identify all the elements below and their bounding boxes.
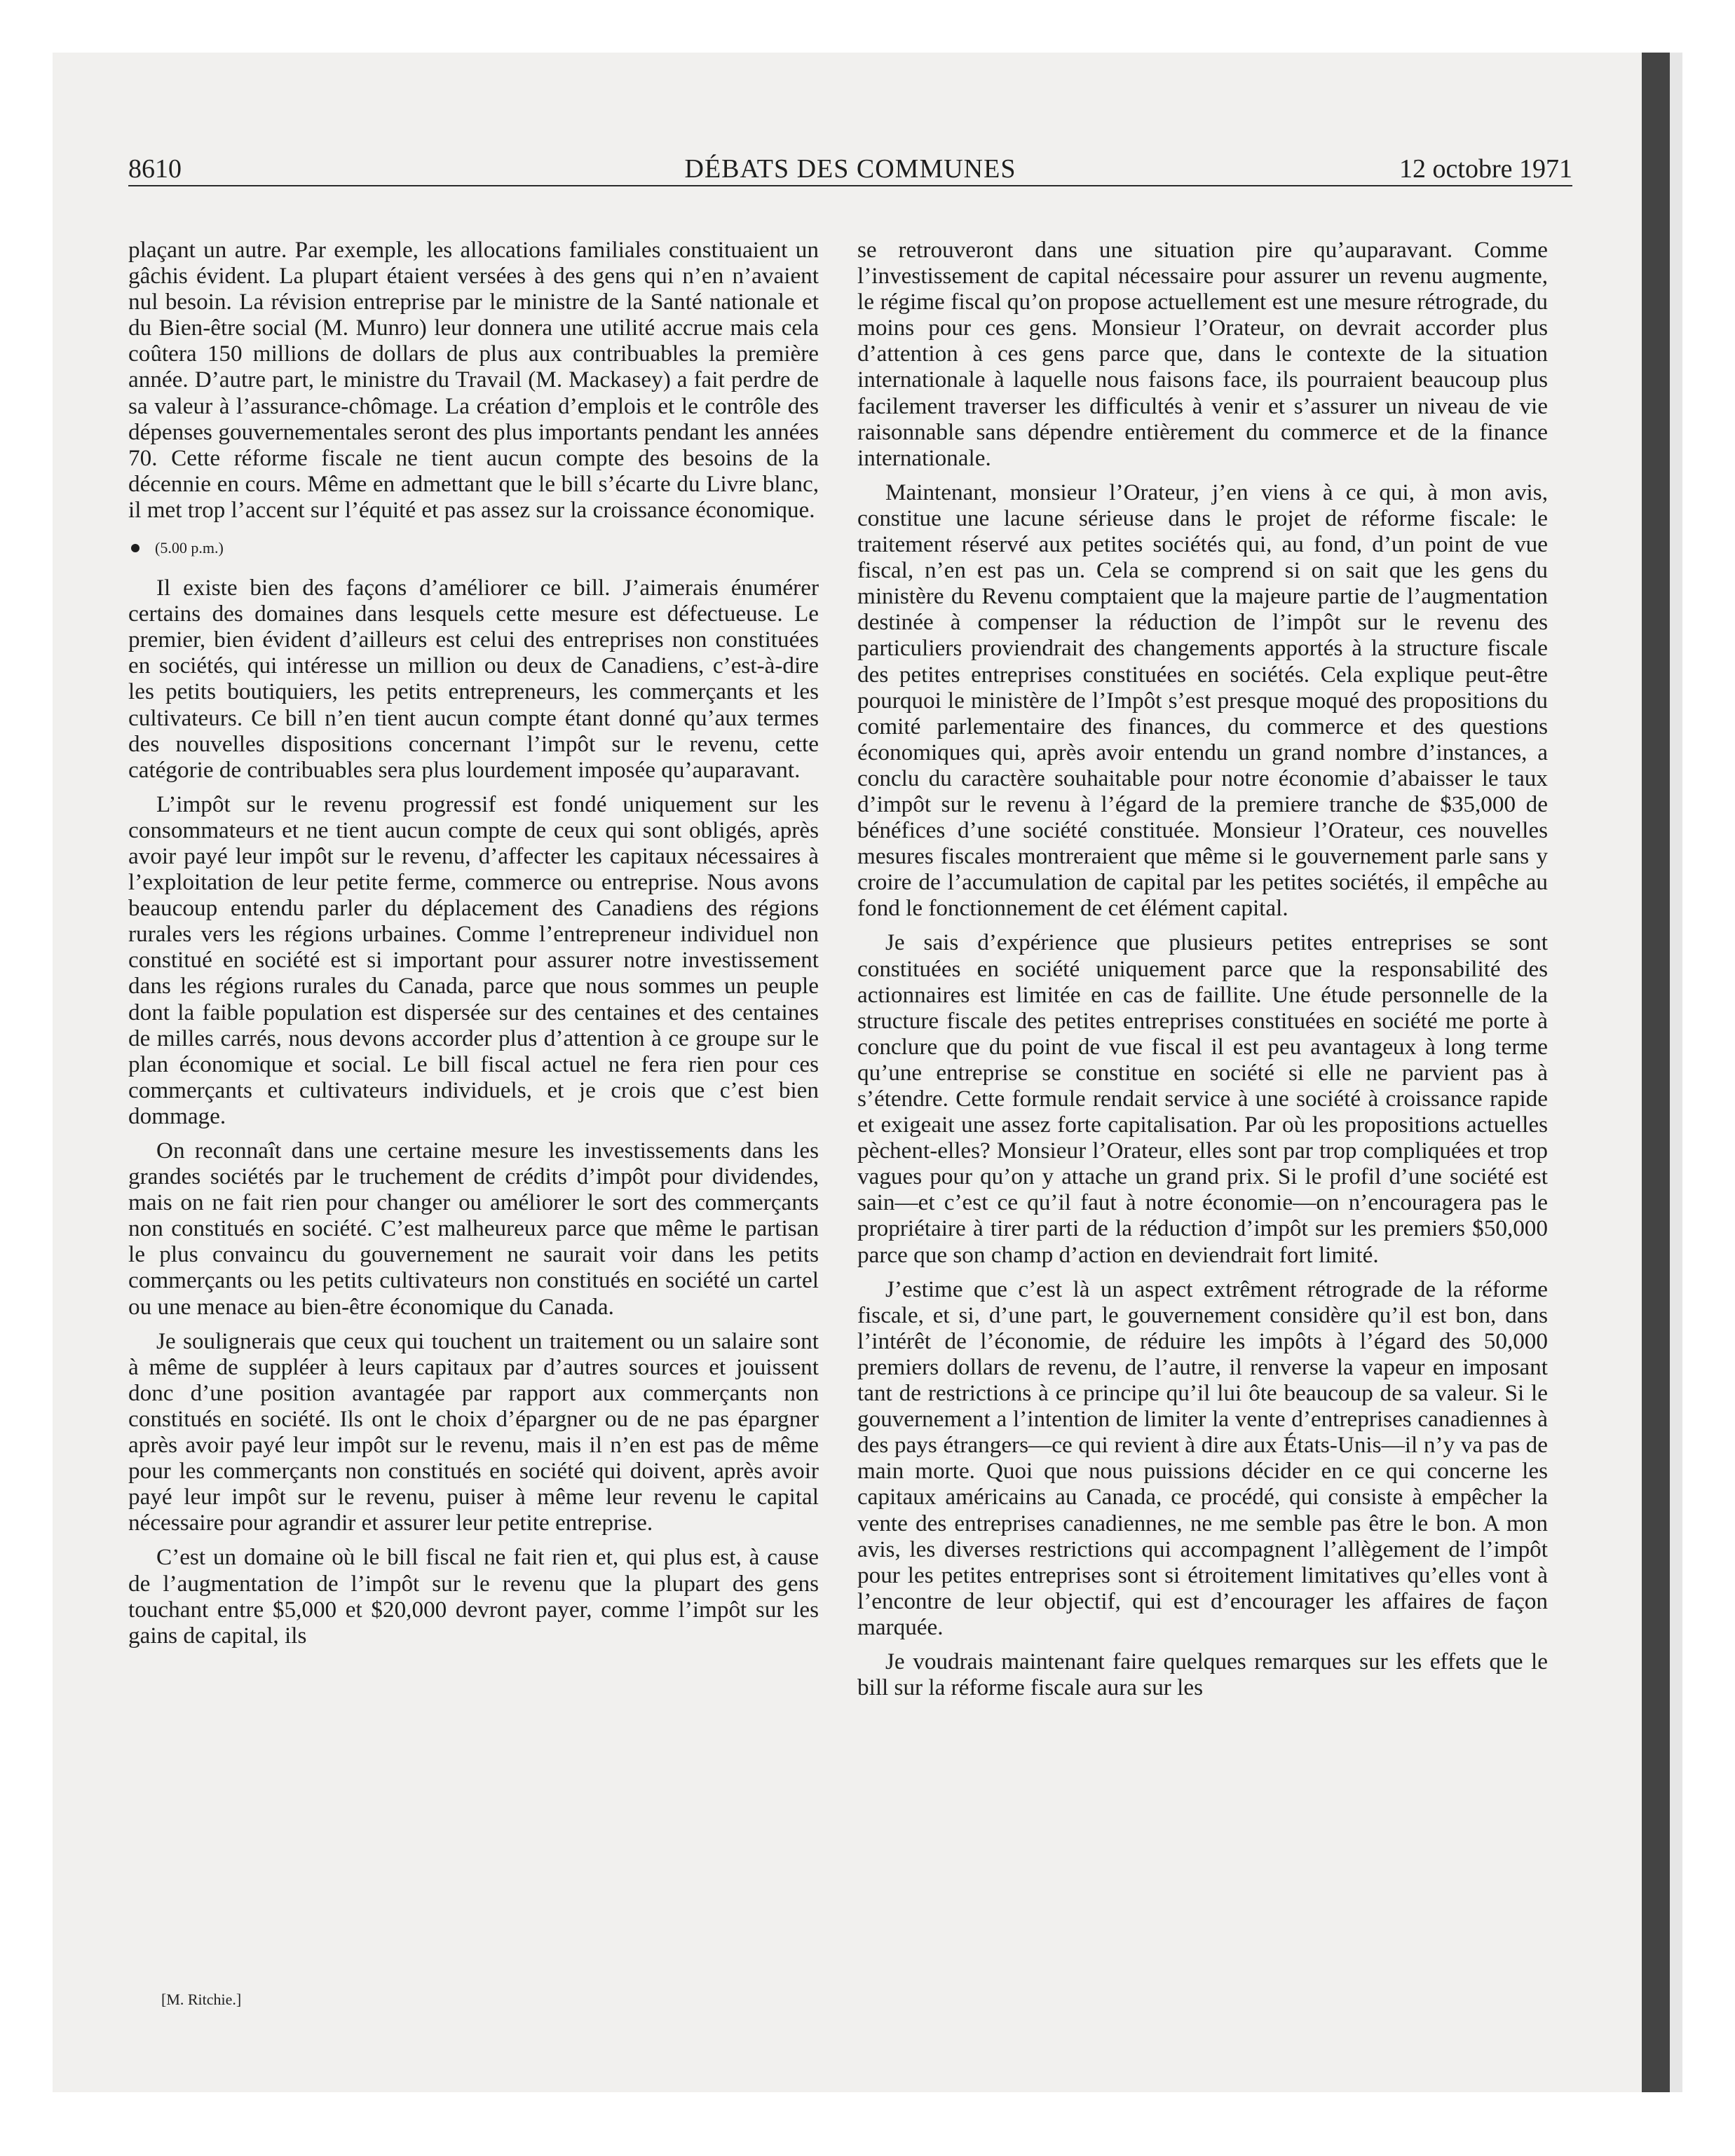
paragraph: J’estime que c’est là un aspect extrêment rétrograde de la réforme fiscale, et si, d’une part, le gouvernement considère qu’il est bon, dans l’intérêt de l’économie, de réduire les impôts à l’égard des 50,000 premiers dollars de revenu, de l’autre, il renverse la vapeur en imposant tant de restrictions à ce principe qu’il lui ôte beaucoup de sa valeur. Si le gouvernement a l’intention de limiter la vente d’entreprises canadiennes à des pays étrangers—ce qui revient à dire aux États-Unis—il n’y va pas de main morte. Quoi que nous puissions décider en ce qui concerne les capitaux américains au Canada, ce procédé, qui consiste à empêcher la vente des entreprises canadiennes, ne me semble pas être le bon. A mon avis, les diverses restrictions qui accompagnent l’allègement de l’impôt pour les petites entreprises sont si étroitement limitatives qu’elles vont à l’encontre de leur objectif, qui est d’encourager les affaires de façon marquée. [857, 1276, 1548, 1640]
paragraph: Je voudrais maintenant faire quelques remarques sur les effets que le bill sur la réforme fiscale aura sur les [857, 1648, 1548, 1701]
text-column-left [128, 237, 819, 1649]
timestamp-text: (5.00 p.m.) [155, 539, 224, 557]
bullet-icon [131, 544, 140, 552]
timestamp-marker [128, 534, 819, 562]
paragraph: On reconnaît dans une certaine mesure les investissements dans les grandes sociétés par le truchement de crédits d’impôt pour dividendes, mais on ne fait rien pour changer ou améliorer le sort des commerçants non constitués en société. C’est malheureux parce que même le partisan le plus convaincu du gouvernement ne saurait voir dans les petits commerçants ou les petits cultivateurs non constitués en société un cartel ou une menace au bien-être économique du Canada. [128, 1138, 819, 1320]
paragraph: se retrouveront dans une situation pire qu’auparavant. Comme l’investissement de capital nécessaire pour assurer un revenu augmente, le régime fiscal qu’on propose actuellement est une mesure rétrograde, du moins pour ces gens. Monsieur l’Orateur, on devrait accorder plus d’attention à ces gens parce que, dans le contexte de la situation internationale à laquelle nous faisons face, ils pourraient beaucoup plus facilement traverser les difficultés à venir et s’assurer un niveau de vie raisonnable sans dépendre entièrement du commerce et de la finance internationale. [857, 237, 1548, 471]
speaker-attribution: [M. Ritchie.] [161, 1991, 242, 2008]
paragraph: Maintenant, monsieur l’Orateur, j’en viens à ce qui, à mon avis, constitue une lacune sérieuse dans le projet de réforme fiscale: le traitement réservé aux petites sociétés qui, au fond, d’un point de vue fiscal, n’en est pas un. Cela se comprend si on sait que les gens du ministère du Revenu comptaient que la majeure partie de l’augmentation destinée à compenser la réduction de l’impôt sur le revenu des particuliers proviendrait des changements apportés à la structure fiscale des petites entreprises constituées en sociétés. Cela explique peut-être pourquoi le ministère de l’Impôt s’est presque moqué des propositions du comité parlementaire des finances, du commerce et des questions économiques qui, après avoir entendu un grand nombre d’instances, a conclu du caractère souhaitable pour notre économie d’abaisser le taux d’impôt sur le revenu à l’égard de la premiere tranche de $35,000 de bénéfices d’une société constituée. Monsieur l’Orateur, ces nouvelles mesures fiscales montreraient que même si le gouvernement parle sans y croire de l’accumulation de capital par les petites sociétés, il empêche au fond le fonctionnement de cet élément capital. [857, 479, 1548, 922]
page-edge [1670, 53, 1682, 2092]
paragraph: Il existe bien des façons d’améliorer ce bill. J’aimerais énumérer certains des domaines dans lesquels cette mesure est défectueuse. Le premier, bien évident d’ailleurs est celui des entreprises non constituées en sociétés, qui intéresse un million ou deux de Canadiens, c’est-à-dire les petits boutiquiers, les petits entrepreneurs, les commerçants et les cultivateurs. Ce bill n’en tient aucun compte étant donné qu’aux termes des nouvelles dispositions concernant l’impôt sur le revenu, cette catégorie de contribuables sera plus lourdement imposée qu’auparavant. [128, 575, 819, 783]
header-date: 12 octobre 1971 [1399, 154, 1572, 184]
page-header [128, 151, 1572, 186]
page-number: 8610 [128, 154, 182, 184]
header-rule [128, 185, 1572, 186]
paragraph: L’impôt sur le revenu progressif est fondé uniquement sur les consommateurs et ne tient aucun compte de ceux qui sont obligés, après avoir payé leur impôt sur le revenu, d’affecter les capitaux nécessaires à l’exploitation de leur petite ferme, commerce ou entreprise. Nous avons beaucoup entendu parler du déplacement des Canadiens des régions rurales vers les régions urbaines. Comme l’entrepreneur individuel non constitué en société est si important pour assurer notre investissement dans les régions rurales du Canada, parce que nous sommes un peuple dont la faible population est dispersée sur des centaines et des centaines de milles carrés, nous devons accorder plus d’attention à ce groupe sur le plan économique et social. Le bill fiscal actuel ne fera rien pour ces commerçants et cultivateurs individuels, et je crois que c’est bien dommage. [128, 791, 819, 1129]
paragraph: Je sais d’expérience que plusieurs petites entreprises se sont constituées en société uniquement parce que la responsabilité des actionnaires est limitée en cas de faillite. Une étude personnelle de la structure fiscale des petites entreprises constituées en société me porte à conclure que du point de vue fiscal il est peu avantageux à long terme qu’une entreprise se constitue en société si elle ne parvient pas à s’étendre. Cette formule rendait service à une société à croissance rapide et exigeait une assez forte capitalisation. Par où les propositions actuelles pèchent-elles? Monsieur l’Orateur, elles sont par trop compliquées et trop vagues pour qu’on y attache un grand prix. Si le profil d’une société est sain—et c’est ce qu’il faut à notre économie—on n’encouragera pas le propriétaire à tirer parti de la réduction d’impôt sur les premiers $50,000 parce que son champ d’action en deviendrait fort limité. [857, 929, 1548, 1268]
text-column-right [857, 237, 1548, 1700]
paragraph: plaçant un autre. Par exemple, les allocations familiales constituaient un gâchis évident. La plupart étaient versées à des gens qui n’en n’avaient nul besoin. La révision entreprise par le ministre de la Santé nationale et du Bien-être social (M. Munro) leur donnera une utilité accrue mais cela coûtera 150 millions de dollars de plus aux contribuables la première année. D’autre part, le ministre du Travail (M. Mackasey) a fait perdre de sa valeur à l’assurance-chômage. La création d’emplois et le contrôle des dépenses gouvernementales seront des plus importants pendant les années 70. Cette réforme fiscale ne tient aucun compte des besoins de la décennie en cours. Même en admettant que le bill s’écarte du Livre blanc, il met trop l’accent sur l’équité et pas assez sur la croissance économique. [128, 237, 819, 523]
publication-title: DÉBATS DES COMMUNES [684, 154, 1016, 184]
paragraph: Je soulignerais que ceux qui touchent un traitement ou un salaire sont à même de suppléer à leurs capitaux par d’autres sources et jouissent donc d’une position avantagée par rapport aux commerçants non constitués en société. Ils ont le choix d’épargner ou de ne pas épargner après avoir payé leur impôt sur le revenu, mais il n’en est pas de même pour les commerçants non constitués en société qui doivent, après avoir payé leur impôt sur le revenu, puiser à même leur revenu le capital nécessaire pour agrandir et assurer leur petite entreprise. [128, 1328, 819, 1536]
book-spine-shadow [1642, 53, 1670, 2092]
paragraph: C’est un domaine où le bill fiscal ne fait rien et, qui plus est, à cause de l’augmentation de l’impôt sur le revenu que la plupart des gens touchant entre $5,000 et $20,000 devront payer, comme l’impôt sur les gains de capital, ils [128, 1544, 819, 1649]
